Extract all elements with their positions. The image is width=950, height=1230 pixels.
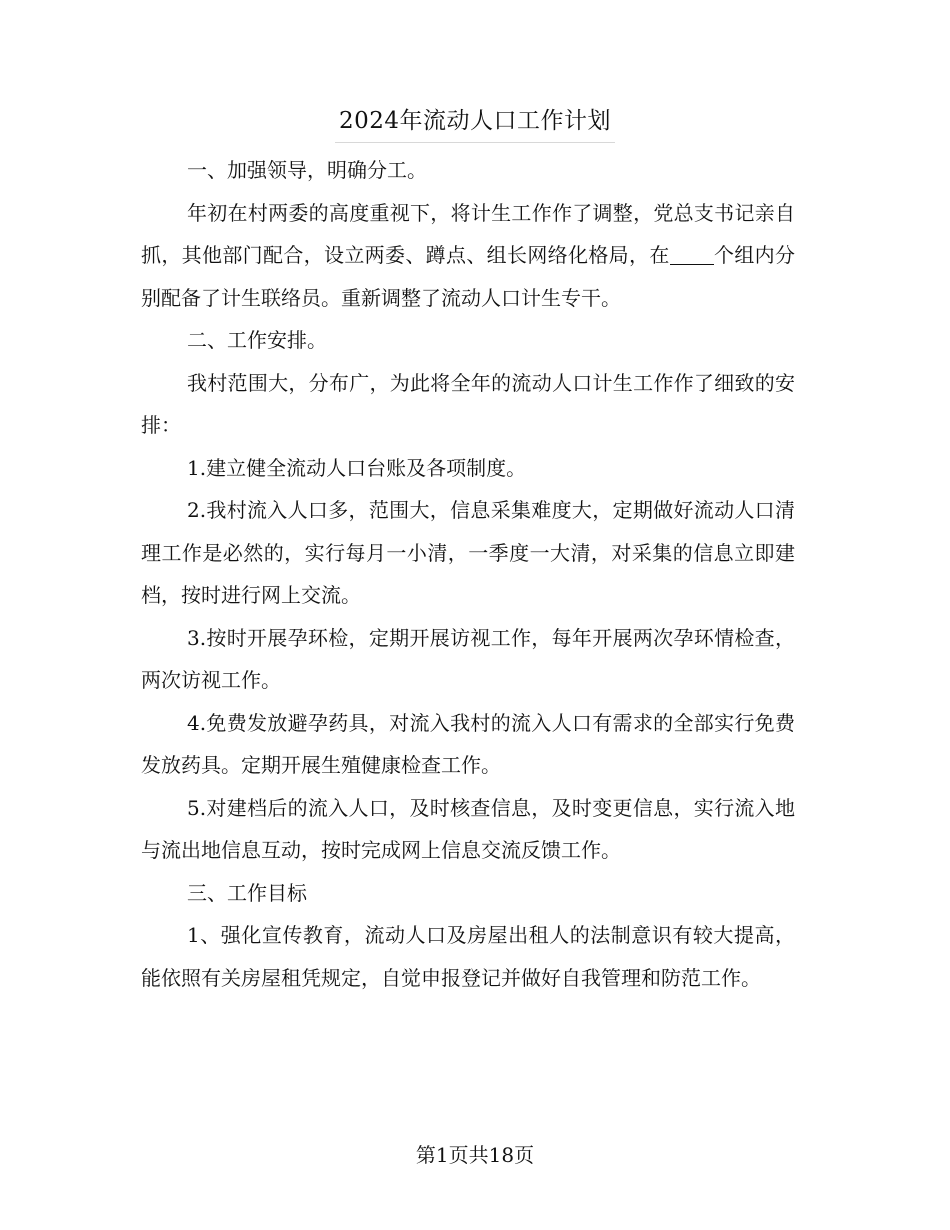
list-item-4: 4.免费发放避孕药具，对流入我村的流入人口有需求的全部实行免费发放药具。定期开展生殖健康检查工作。 bbox=[141, 710, 795, 777]
list-item-1: 1.建立健全流动人口台账及各项制度。 bbox=[187, 455, 527, 480]
document-title: 2024年流动人口工作计划 bbox=[335, 100, 615, 143]
page-number-footer: 第1页共18页 bbox=[415, 1143, 535, 1167]
paragraph-arrangement-intro: 我村范围大，分布广，为此将全年的流动人口计生工作作了细致的安排： bbox=[141, 370, 795, 437]
goal-item-1: 1、强化宣传教育，流动人口及房屋出租人的法制意识有较大提高，能依照有关房屋租凭规定，自觉申报登记并做好自我管理和防范工作。 bbox=[141, 923, 795, 990]
list-item-2: 2.我村流入人口多，范围大，信息采集难度大，定期做好流动人口清理工作是必然的，实行每月一小清，一季度一大清，对采集的信息立即建档，按时进行网上交流。 bbox=[141, 498, 795, 607]
document-body bbox=[141, 149, 795, 999]
section-heading-3: 三、工作目标 bbox=[187, 880, 307, 905]
fill-in-blank bbox=[670, 244, 714, 265]
list-item-3: 3.按时开展孕环检，定期开展访视工作，每年开展两次孕环情检查，两次访视工作。 bbox=[141, 625, 795, 692]
section-heading-2: 二、工作安排。 bbox=[187, 328, 327, 352]
section-heading-1: 一、加强领导，明确分工。 bbox=[187, 158, 427, 182]
title-container bbox=[0, 100, 950, 143]
paragraph-leadership-text: 年初在村两委的高度重视下，将计生工作作了调整，党总支书记亲自抓，其他部门配合，设立两委、蹲点、组长网络化格局，在 bbox=[141, 200, 795, 267]
list-item-5: 5.对建档后的流入人口，及时核查信息，及时变更信息，实行流入地与流出地信息互动，按时完成网上信息交流反馈工作。 bbox=[141, 795, 795, 862]
paragraph-leadership-continuation: 个组内分别配备了计生联络员。重新调整了流动人口计生专干。 bbox=[141, 243, 796, 310]
paragraph-leadership bbox=[141, 192, 795, 320]
